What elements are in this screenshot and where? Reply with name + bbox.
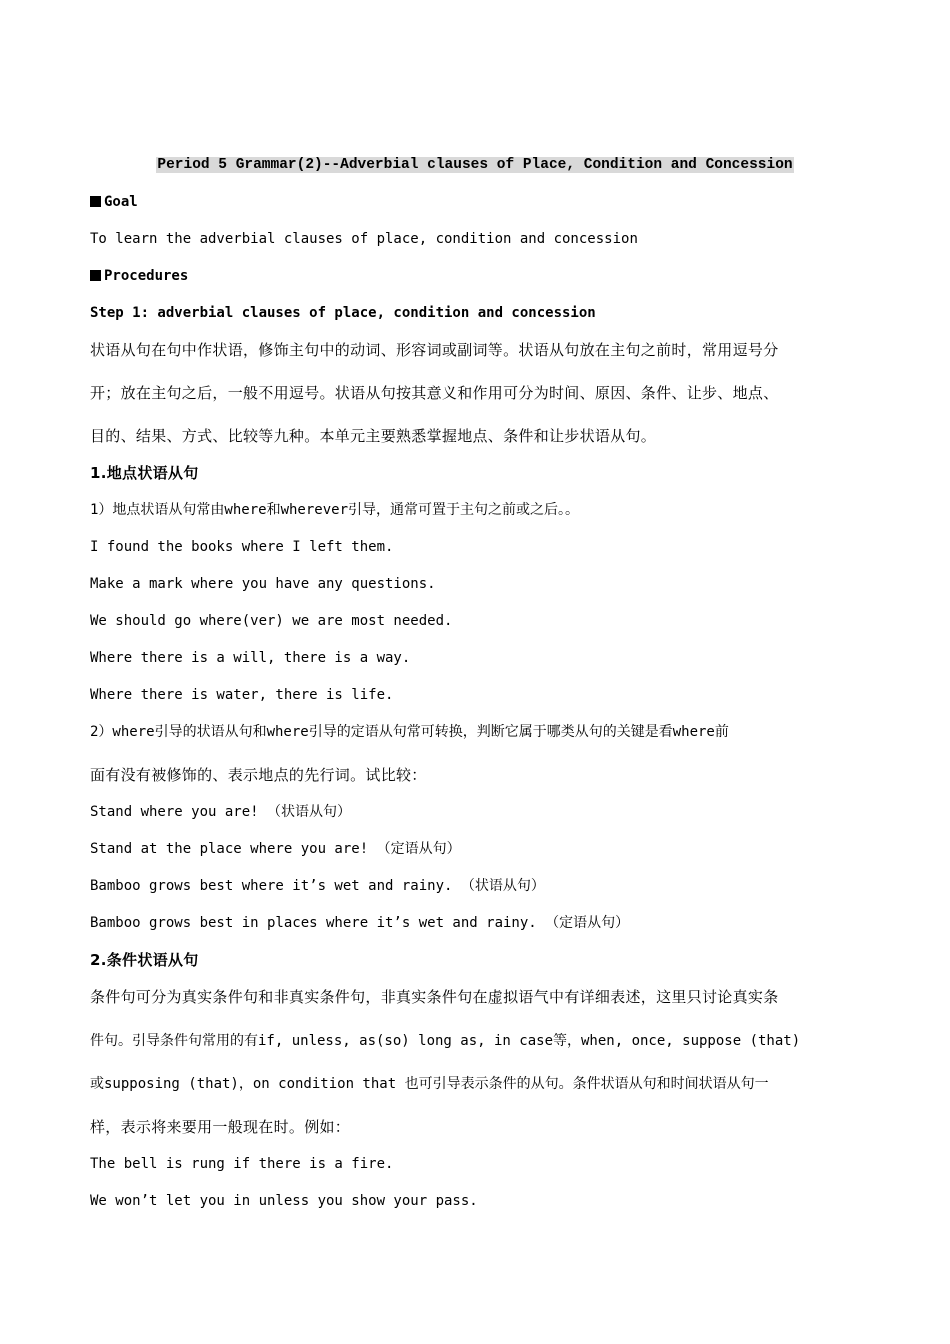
- section2-text-line: 件句。引导条件句常用的有if, unless, as(so) long as, in case等，when, once, suppose (that): [90, 1033, 801, 1049]
- section2-heading: 2.条件状语从句: [90, 951, 199, 969]
- procedures-heading: [90, 266, 188, 286]
- intro-line: 开；放在主句之后，一般不用逗号。状语从句按其意义和作用可分为时间、原因、条件、让步、地点、: [90, 384, 779, 402]
- compare-sentence: Stand where you are! （状语从句）: [90, 804, 352, 820]
- example-sentence: The bell is rung if there is a fire.: [90, 1156, 394, 1172]
- example-sentence: I found the books where I left them.: [90, 539, 394, 555]
- example-sentence: Where there is a will, there is a way.: [90, 650, 411, 666]
- section1-point2-line: 2）where引导的状语从句和where引导的定语从句常可转换，判断它属于哪类从句的关键是看where前: [90, 724, 729, 740]
- section2-text-line: 条件句可分为真实条件句和非真实条件句，非真实条件句在虚拟语气中有详细表述，这里只讨论真实条: [90, 988, 779, 1006]
- procedures-heading-text: Procedures: [104, 268, 189, 284]
- intro-line: 目的、结果、方式、比较等九种。本单元主要熟悉掌握地点、条件和让步状语从句。: [90, 427, 657, 445]
- square-bullet-icon: [90, 196, 101, 207]
- example-sentence: Where there is water, there is life.: [90, 687, 394, 703]
- section2-text-line: 样，表示将来要用一般现在时。例如：: [90, 1118, 351, 1136]
- goal-text: To learn the adverbial clauses of place, condition and concession: [90, 231, 638, 247]
- compare-sentence: Stand at the place where you are! （定语从句）: [90, 841, 461, 857]
- step1-heading: Step 1: adverbial clauses of place, condition and concession: [90, 305, 596, 321]
- intro-line: 状语从句在句中作状语，修饰主句中的动词、形容词或副词等。状语从句放在主句之前时，常用逗号分: [90, 341, 779, 359]
- compare-sentence: Bamboo grows best in places where it’s wet and rainy. （定语从句）: [90, 915, 630, 931]
- square-bullet-icon: [90, 270, 101, 281]
- section1-heading: 1.地点状语从句: [90, 464, 199, 482]
- section1-point1: 1）地点状语从句常由where和wherever引导，通常可置于主句之前或之后。。: [90, 502, 580, 518]
- section2-text-line: 或supposing (that)，on condition that 也可引导表示条件的从句。条件状语从句和时间状语从句一: [90, 1076, 769, 1092]
- compare-sentence: Bamboo grows best where it’s wet and rainy. （状语从句）: [90, 878, 545, 894]
- example-sentence: We won’t let you in unless you show your pass.: [90, 1193, 478, 1209]
- example-sentence: We should go where(ver) we are most needed.: [90, 613, 453, 629]
- section1-point2-line: 面有没有被修饰的、表示地点的先行词。试比较：: [90, 766, 427, 784]
- goal-heading-text: Goal: [104, 194, 138, 210]
- goal-heading: [90, 192, 138, 212]
- page-title-text: Period 5 Grammar(2)--Adverbial clauses of Place, Condition and Concession: [157, 157, 793, 173]
- page-title: [0, 155, 950, 175]
- example-sentence: Make a mark where you have any questions.: [90, 576, 436, 592]
